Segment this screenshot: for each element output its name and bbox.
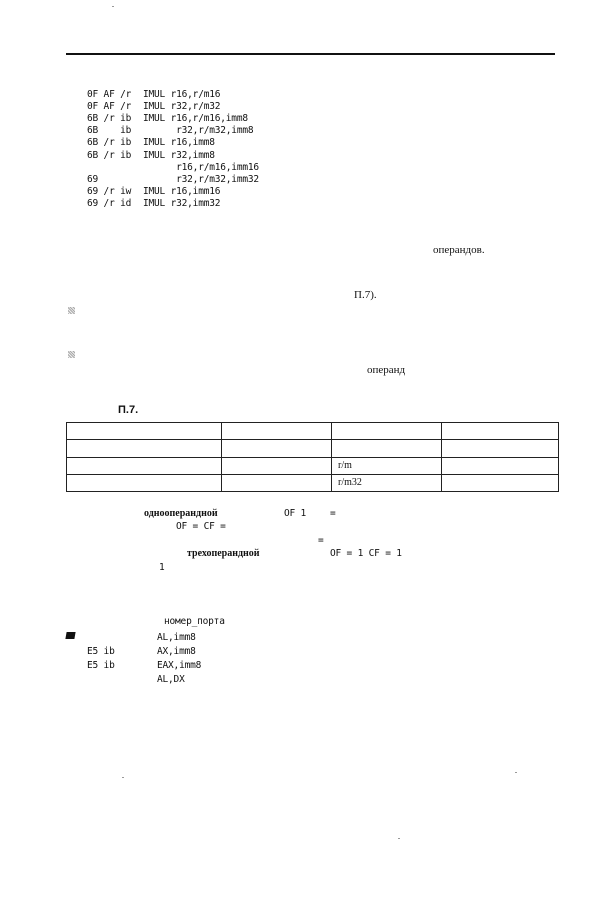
table-cell bbox=[442, 457, 559, 474]
mnemonic-cell: r32,r/m32,imm8 bbox=[143, 125, 254, 137]
in-opcode-cell: E5 ib bbox=[87, 646, 115, 657]
scan-speck bbox=[515, 772, 517, 773]
mnemonic-cell: IMUL r16,imm16 bbox=[143, 185, 221, 197]
scan-speck bbox=[122, 777, 124, 778]
table-row bbox=[67, 457, 559, 474]
operands-text: операндов. bbox=[433, 244, 485, 256]
in-opcode-cell: E5 ib bbox=[87, 660, 115, 671]
in-operand-cell: AL,imm8 bbox=[157, 632, 196, 643]
of-cf-1-text: OF = 1 CF = 1 bbox=[330, 548, 402, 559]
table-p7 bbox=[66, 422, 559, 492]
mnemonic-cell: IMUL r32,r/m32 bbox=[143, 101, 221, 113]
mnemonic-cell: IMUL r32,imm32 bbox=[143, 197, 221, 209]
bullet-icon bbox=[68, 307, 75, 314]
table-cell bbox=[332, 423, 442, 440]
opcode-cell: 69 /r id bbox=[87, 197, 132, 209]
opcode-cell: 6B /r ib bbox=[87, 149, 132, 161]
scan-speck bbox=[398, 838, 400, 839]
marker-icon bbox=[65, 632, 75, 639]
in-operand-cell: EAX,imm8 bbox=[157, 660, 202, 671]
table-row bbox=[67, 423, 559, 440]
equals-sign-2: = bbox=[318, 535, 324, 546]
table-cell bbox=[222, 423, 332, 440]
opcode-cell: 69 bbox=[87, 173, 99, 185]
table-cell bbox=[442, 423, 559, 440]
bullet-icon bbox=[68, 351, 75, 358]
mnemonic-cell: IMUL r16,r/m16,imm8 bbox=[143, 113, 248, 125]
reference-p7: П.7). bbox=[354, 289, 377, 301]
table-caption: П.7. bbox=[118, 404, 139, 416]
opcode-cell: 6B ib bbox=[87, 125, 132, 137]
mnemonic-cell: r32,r/m32,imm32 bbox=[143, 173, 259, 185]
opcode-cell: 69 /r iw bbox=[87, 185, 132, 197]
table-cell: r/m32 bbox=[332, 474, 442, 491]
one-operand-label: однооперандной bbox=[144, 508, 218, 519]
opcode-cell: 0F AF /r bbox=[87, 89, 132, 100]
mnemonic-cell: r16,r/m16,imm16 bbox=[143, 161, 259, 173]
table-cell bbox=[222, 457, 332, 474]
table-cell bbox=[332, 440, 442, 457]
table-cell bbox=[442, 474, 559, 491]
table-cell bbox=[67, 474, 222, 491]
table-cell bbox=[67, 423, 222, 440]
table-cell bbox=[67, 440, 222, 457]
operand-text: операнд bbox=[367, 364, 406, 376]
three-operand-label: трехоперандной bbox=[187, 548, 260, 559]
port-label: номер_порта bbox=[164, 616, 225, 627]
table-cell: r/m bbox=[332, 457, 442, 474]
table-cell bbox=[222, 440, 332, 457]
header-rule bbox=[66, 53, 555, 55]
opcode-cell: 6B /r ib bbox=[87, 137, 132, 149]
table-cell bbox=[222, 474, 332, 491]
table-cell bbox=[67, 457, 222, 474]
opcode-cell: 6B /r ib bbox=[87, 113, 132, 125]
scan-speck bbox=[112, 6, 114, 7]
of-1-text: OF 1 bbox=[284, 508, 307, 519]
in-operand-cell: AX,imm8 bbox=[157, 646, 196, 657]
table-row bbox=[67, 474, 559, 491]
of-cf-text: OF = CF = bbox=[176, 521, 226, 532]
mnemonic-cell: IMUL r16,imm8 bbox=[143, 137, 215, 149]
mnemonic-cell: IMUL r16,r/m16 bbox=[143, 89, 221, 100]
table-cell bbox=[442, 440, 559, 457]
opcode-cell: 0F AF /r bbox=[87, 101, 132, 113]
one-text: 1 bbox=[159, 562, 165, 573]
table-row bbox=[67, 440, 559, 457]
mnemonic-cell: IMUL r32,imm8 bbox=[143, 149, 215, 161]
in-operand-cell: AL,DX bbox=[157, 674, 185, 685]
equals-sign: = bbox=[330, 508, 336, 519]
